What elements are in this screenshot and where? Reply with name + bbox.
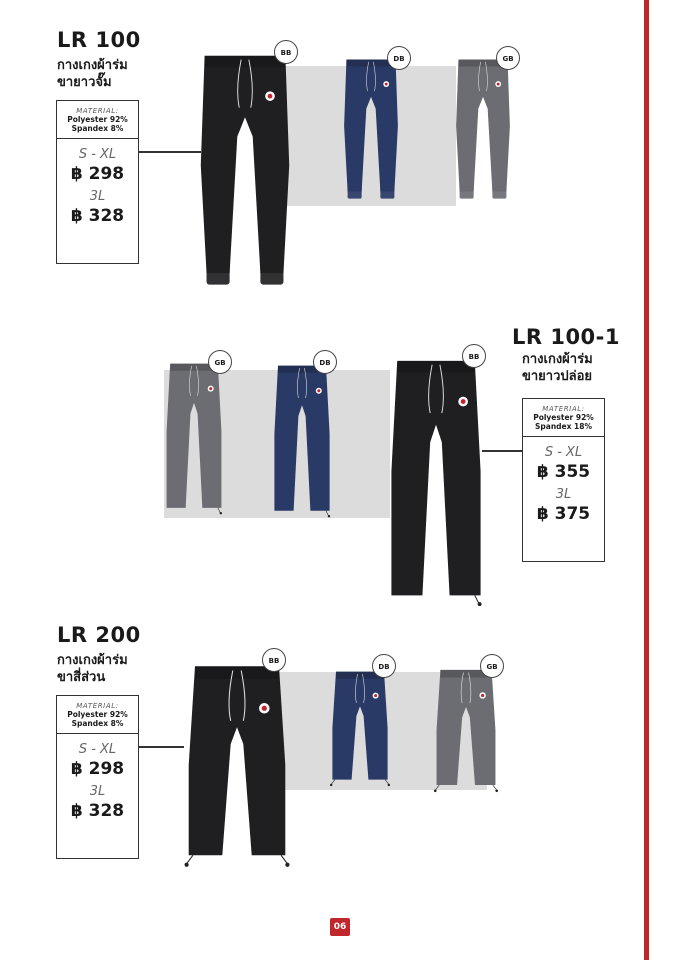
- pants-image-black: [195, 50, 295, 300]
- color-badge: BB: [462, 344, 486, 368]
- color-badge: BB: [274, 40, 298, 64]
- jogger-pants-icon: [195, 50, 295, 300]
- pants-image-navy: [341, 56, 401, 208]
- product-name-line1: กางเกงผ้าร่ม: [522, 352, 593, 367]
- product-section-lr100-1: [0, 320, 640, 615]
- size-range: 3L: [555, 487, 572, 502]
- straight-pants-icon: [272, 360, 332, 520]
- pants-image-grey: [164, 360, 224, 515]
- material-line: Spandex 8%: [71, 719, 124, 728]
- material-label: MATERIAL:: [76, 107, 119, 115]
- price: ฿ 298: [70, 759, 125, 779]
- product-section-lr100: [0, 0, 640, 310]
- size-range: 3L: [89, 189, 106, 204]
- product-name-line1: กางเกงผ้าร่ม: [57, 653, 128, 668]
- price-list: [57, 139, 138, 227]
- connector-line: [139, 151, 201, 153]
- price: ฿ 355: [536, 462, 591, 482]
- price-list: [523, 437, 604, 525]
- color-badge: GB: [208, 350, 232, 374]
- product-section-lr200: [0, 620, 640, 880]
- size-range: S - XL: [544, 445, 583, 460]
- pants-image-grey: [434, 664, 498, 796]
- connector-line: [482, 450, 522, 452]
- straight-pants-icon: [386, 355, 486, 607]
- size-range: 3L: [89, 784, 106, 799]
- color-badge: DB: [372, 654, 396, 678]
- product-name-line2: ขายาวปล่อย: [522, 369, 593, 384]
- size-range: S - XL: [78, 742, 117, 757]
- product-code: LR 100: [57, 28, 141, 52]
- price-list: [57, 734, 138, 822]
- color-badge: GB: [480, 654, 504, 678]
- pants-image-navy: [330, 664, 390, 792]
- pants-image-navy: [272, 360, 332, 520]
- product-code: LR 100-1: [511, 325, 620, 349]
- pants-image-grey: [453, 56, 513, 208]
- spec-box: [56, 695, 139, 859]
- product-name-line1: กางเกงผ้าร่ม: [57, 58, 128, 73]
- page-number: 06: [330, 918, 350, 936]
- size-range: S - XL: [78, 147, 117, 162]
- straight-pants-icon: [164, 360, 224, 515]
- capri-pants-icon: [330, 664, 390, 792]
- material-label: MATERIAL:: [542, 405, 585, 413]
- price: ฿ 298: [70, 164, 125, 184]
- material-line: Spandex 18%: [534, 422, 593, 431]
- material-line: Spandex 8%: [71, 124, 124, 133]
- product-name-line2: ขายาวจั๊ม: [57, 75, 112, 90]
- material-info: [523, 399, 604, 437]
- jogger-pants-icon: [341, 56, 401, 208]
- jogger-pants-icon: [453, 56, 513, 208]
- material-label: MATERIAL:: [76, 702, 119, 710]
- material-line: Polyester 92%: [533, 413, 594, 422]
- product-name: [57, 57, 128, 91]
- color-badge: DB: [387, 46, 411, 70]
- page-edge-bar: [644, 0, 649, 960]
- material-line: Polyester 92%: [67, 115, 128, 124]
- material-info: [57, 696, 138, 734]
- capri-pants-icon: [434, 664, 498, 796]
- product-name: [57, 652, 128, 686]
- product-name: [522, 351, 593, 385]
- spec-box: [522, 398, 605, 562]
- material-info: [57, 101, 138, 139]
- material-line: Polyester 92%: [67, 710, 128, 719]
- color-badge: GB: [496, 46, 520, 70]
- product-name-line2: ขาสี่ส่วน: [57, 670, 106, 685]
- pants-image-black: [178, 660, 296, 870]
- color-badge: DB: [313, 350, 337, 374]
- capri-pants-icon: [178, 660, 296, 870]
- price: ฿ 328: [70, 206, 125, 226]
- spec-box: [56, 100, 139, 264]
- pants-image-black: [386, 355, 486, 607]
- price: ฿ 375: [536, 504, 591, 524]
- price: ฿ 328: [70, 801, 125, 821]
- product-code: LR 200: [57, 623, 141, 647]
- color-badge: BB: [262, 648, 286, 672]
